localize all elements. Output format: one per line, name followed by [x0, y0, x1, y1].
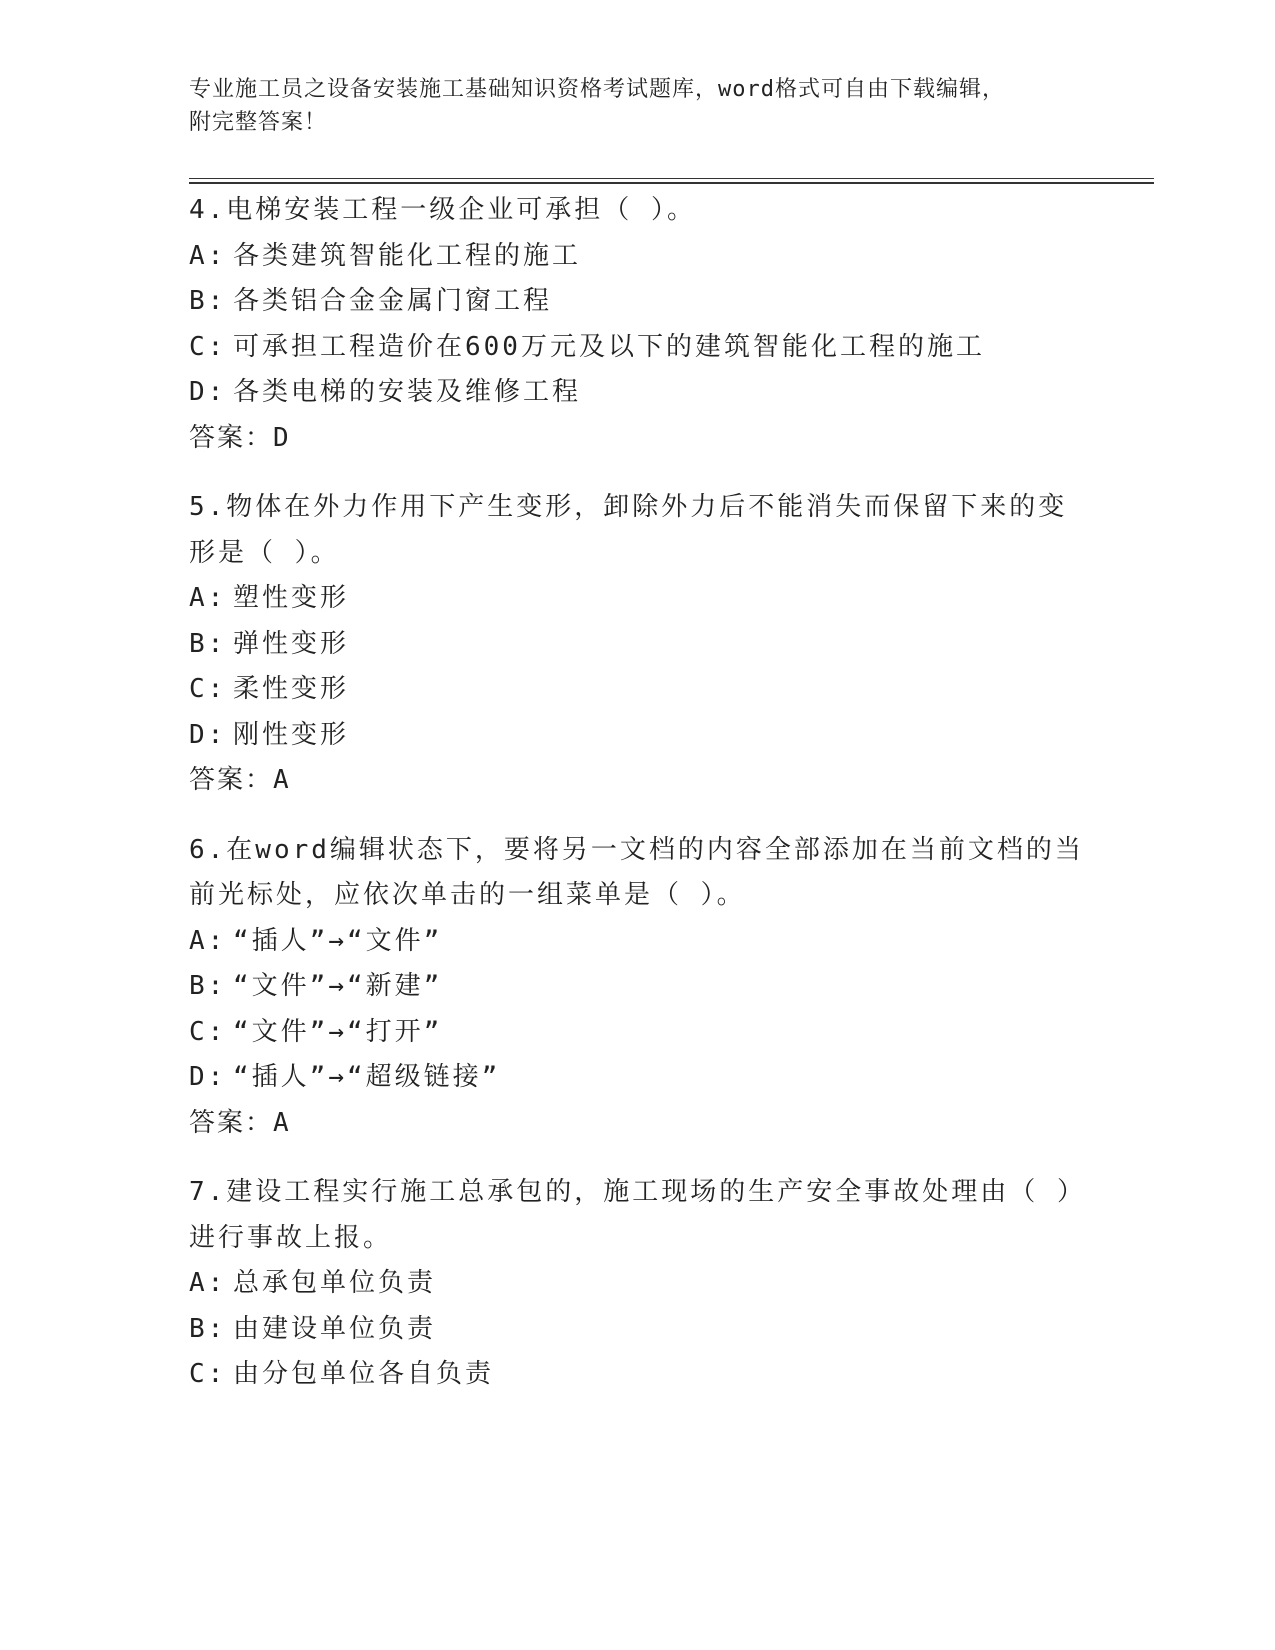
header-divider-thin	[189, 178, 1154, 179]
question-stem-line-2: 进行事故上报。	[189, 1222, 393, 1253]
option-text: 总承包单位负责	[233, 1268, 437, 1298]
option-text: 塑性变形	[233, 583, 350, 613]
option-d	[189, 713, 1089, 759]
option-a	[189, 234, 1089, 280]
option-text: 由建设单位负责	[233, 1313, 437, 1344]
option-b	[189, 964, 1089, 1010]
option-label: A:	[189, 583, 227, 613]
option-text: 弹性变形	[233, 628, 350, 659]
option-d	[189, 370, 1089, 416]
option-c	[189, 1010, 1089, 1056]
answer-line: 答案：A	[189, 1107, 291, 1138]
option-b	[189, 622, 1089, 668]
option-c	[189, 1352, 1089, 1398]
option-label: C:	[189, 1359, 227, 1389]
option-a	[189, 576, 1089, 622]
option-text: “文件”→“打开”	[233, 1016, 443, 1047]
option-text: “文件”→“新建”	[233, 971, 443, 1001]
question-stem-line-2: 形是（ ）。	[189, 537, 340, 568]
option-text: 各类建筑智能化工程的施工	[233, 240, 582, 271]
option-text: 各类铝合金金属门窗工程	[233, 286, 553, 316]
option-label: D:	[189, 719, 227, 750]
question-stem-line-1: 5.物体在外力作用下产生变形，卸除外力后不能消失而保留下来的变	[189, 492, 1068, 522]
option-label: B:	[189, 971, 227, 1001]
header-line-2: 附完整答案！	[189, 110, 328, 135]
option-label: A:	[189, 925, 227, 956]
option-label: A:	[189, 240, 227, 271]
option-text: 由分包单位各自负责	[233, 1359, 495, 1389]
option-b	[189, 1307, 1089, 1353]
option-text: 柔性变形	[233, 674, 350, 704]
option-label: A:	[189, 1268, 227, 1298]
option-c	[189, 325, 1089, 371]
document-header	[189, 73, 1089, 139]
option-label: B:	[189, 286, 227, 316]
option-label: C:	[189, 331, 227, 362]
answer-line: 答案：D	[189, 422, 291, 453]
option-text: 可承担工程造价在600万元及以下的建筑智能化工程的施工	[233, 331, 985, 362]
header-line-1: 专业施工员之设备安装施工基础知识资格考试题库，word格式可自由下载编辑，	[189, 77, 1005, 102]
option-label: D:	[189, 377, 227, 407]
question-stem: 4.电梯安装工程一级企业可承担（ ）。	[189, 195, 696, 225]
option-label: B:	[189, 628, 227, 659]
question-list	[189, 188, 1089, 1422]
option-c	[189, 667, 1089, 713]
question-stem-line-1: 7.建设工程实行施工总承包的，施工现场的生产安全事故处理由（ ）	[189, 1177, 1086, 1207]
question-5	[189, 485, 1089, 804]
option-label: C:	[189, 1016, 227, 1047]
question-4	[189, 188, 1089, 461]
option-label: C:	[189, 674, 227, 704]
option-text: 刚性变形	[233, 719, 350, 750]
option-text: “插人”→“文件”	[233, 925, 443, 956]
question-7	[189, 1170, 1089, 1398]
header-divider-thick	[189, 182, 1154, 184]
option-label: B:	[189, 1313, 227, 1344]
option-text: “插人”→“超级链接”	[233, 1062, 501, 1092]
option-label: D:	[189, 1062, 227, 1092]
answer-line: 答案：A	[189, 765, 291, 795]
question-stem-line-1: 6.在word编辑状态下，要将另一文档的内容全部添加在当前文档的当	[189, 834, 1084, 865]
option-a	[189, 919, 1089, 965]
option-a	[189, 1261, 1089, 1307]
question-6	[189, 828, 1089, 1147]
option-text: 各类电梯的安装及维修工程	[233, 377, 582, 407]
option-b	[189, 279, 1089, 325]
option-d	[189, 1055, 1089, 1101]
question-stem-line-2: 前光标处，应依次单击的一组菜单是（ ）。	[189, 880, 746, 910]
